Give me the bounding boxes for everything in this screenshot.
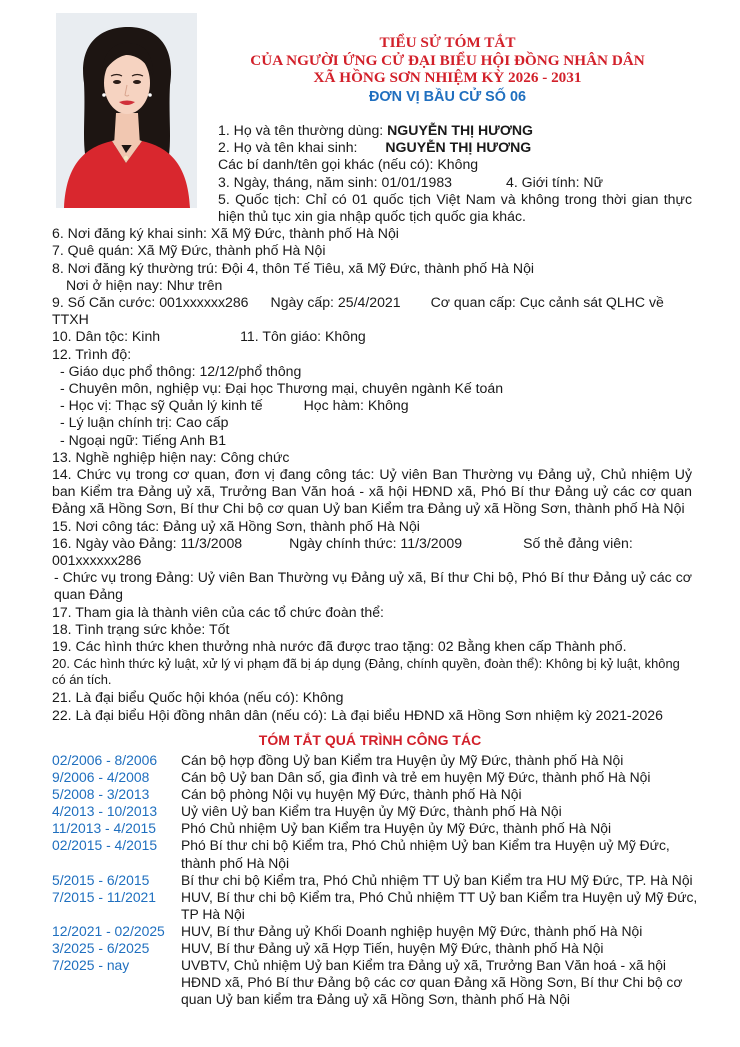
field-party-join: 16. Ngày vào Đảng: 11/3/2008 xyxy=(52,534,243,551)
work-history-item xyxy=(52,803,702,820)
work-history-list xyxy=(52,752,702,1008)
work-history-description: Cán bộ phòng Nội vụ huyện Mỹ Đức, thành phố Hà Nội xyxy=(181,786,522,803)
field-party-card-number: 001xxxxxx286 xyxy=(52,552,142,569)
field-permanent-residence: 8. Nơi đăng ký thường trú: Đội 4, thôn Tế Tiêu, xã Mỹ Đức, thành phố Hà Nội xyxy=(52,259,535,276)
work-history-description: HUV, Bí thư chi bộ Kiểm tra, Phó Chủ nhiệm TT Uỷ ban Kiểm tra Huyện uỷ Mỹ Đức, TP Hà Nội xyxy=(181,888,698,922)
field-nationality: 5. Quốc tịch: Chỉ có 01 quốc tịch Việt Nam và không trong thời gian thực hiện thủ tục xin gia nhập quốc tịch quốc gia khác. xyxy=(218,190,692,225)
document-header xyxy=(200,34,695,107)
field-current-residence: Nơi ở hiện nay: Như trên xyxy=(66,276,223,293)
field-id-card: 9. Số Căn cước: 001xxxxxx286 Ngày cấp: 25/4/2021 Cơ quan cấp: Cục cảnh sát QLHC về TTXH xyxy=(52,294,664,328)
work-history-item xyxy=(52,923,702,940)
work-history-item xyxy=(52,957,702,1008)
work-history-period: 02/2006 - 8/2006 xyxy=(52,752,158,768)
work-history-item xyxy=(52,889,702,923)
field-alias: Các bí danh/tên gọi khác (nếu có): Không xyxy=(218,156,479,173)
field-workplace: 15. Nơi công tác: Đảng uỷ xã Hồng Sơn, thành phố Hà Nội xyxy=(52,517,420,534)
work-history-item xyxy=(52,769,702,786)
work-history-description: Cán bộ hợp đồng Uỷ ban Kiểm tra Huyện ủy Mỹ Đức, thành phố Hà Nội xyxy=(181,752,624,768)
field-party-card: Số thẻ đảng viên: xyxy=(523,534,633,551)
work-history-item xyxy=(52,786,702,803)
work-history-item xyxy=(52,940,702,957)
timeline-title: TÓM TẮT QUÁ TRÌNH CÔNG TÁC xyxy=(258,732,482,748)
work-history-description: HUV, Bí thư Đảng uỷ Khối Doanh nghiệp huyện Mỹ Đức, thành phố Hà Nội xyxy=(181,922,643,939)
birth-name-value: NGUYỄN THỊ HƯƠNG xyxy=(385,139,532,156)
field-political-theory: - Lý luận chính trị: Cao cấp xyxy=(60,414,229,431)
field-degree: - Học vị: Thạc sỹ Quản lý kinh tế Học hàm: Không xyxy=(60,397,409,414)
document-subtitle: CỦA NGƯỜI ỨNG CỬ ĐẠI BIỂU HỘI ĐỒNG NHÂN DÂN xyxy=(250,51,645,69)
work-history-period: 7/2025 - nay xyxy=(52,957,130,974)
field-discipline: 20. Các hình thức kỷ luật, xử lý vi phạm đã bị áp dụng (Đảng, chính quyền, đoàn thể): Không bị kỷ luật, không có án tích. xyxy=(52,656,680,688)
work-history-period: 02/2015 - 4/2015 xyxy=(52,837,158,854)
work-history-period: 12/2021 - 02/2025 xyxy=(52,922,165,939)
field-party-official: Ngày chính thức: 11/3/2009 xyxy=(289,534,463,551)
field-dob-gender xyxy=(52,174,692,191)
work-history-description: UVBTV, Chủ nhiệm Uỷ ban Kiểm tra Đảng uỷ xã, Trưởng Ban Văn hoá - xã hội HĐND xã, Phó Bí thư Đảng bộ các cơ quan Đảng xã Hồng Sơn, Bí thư Chi bộ cơ quan Uỷ ban kiểm tra Đảng uỷ xã Hồng Sơn, thành phố Hà Nội xyxy=(181,957,683,1008)
field-hometown: 7. Quê quán: Xã Mỹ Đức, thành phố Hà Nội xyxy=(52,242,326,259)
field-health: 18. Tình trạng sức khỏe: Tốt xyxy=(52,620,230,637)
field-party-position: - Chức vụ trong Đảng: Uỷ viên Ban Thường vụ Đảng uỷ xã, Bí thư Chi bộ, Phó Bí thư Đảng uỷ các cơ quan Đảng xyxy=(54,569,692,603)
work-history-period: 4/2013 - 10/2013 xyxy=(52,803,158,820)
work-history-period: 7/2015 - 11/2021 xyxy=(52,888,157,905)
field-foreign-language: - Ngoại ngữ: Tiếng Anh B1 xyxy=(60,431,227,448)
biography-fields xyxy=(52,122,692,724)
field-national-assembly: 21. Là đại biểu Quốc hội khóa (nếu có): Không xyxy=(52,689,344,706)
document-term: XÃ HỒNG SƠN NHIỆM KỲ 2026 - 2031 xyxy=(313,69,582,86)
work-history-description: Uỷ viên Uỷ ban Kiểm tra Huyện ủy Mỹ Đức, thành phố Hà Nội xyxy=(181,803,562,820)
field-birth-registration: 6. Nơi đăng ký khai sinh: Xã Mỹ Đức, thành phố Hà Nội xyxy=(52,225,399,242)
work-history-period: 9/2006 - 4/2008 xyxy=(52,769,150,786)
field-dob: 3. Ngày, tháng, năm sinh: 01/01/1983 xyxy=(218,173,453,190)
field-party-dates xyxy=(52,535,692,552)
field-major: - Chuyên môn, nghiệp vụ: Đại học Thương mại, chuyên ngành Kế toán xyxy=(60,380,504,397)
work-history-item xyxy=(52,837,702,871)
work-history-period: 5/2015 - 6/2015 xyxy=(52,871,150,888)
work-history-period: 3/2025 - 6/2025 xyxy=(52,940,150,957)
work-history-description: Phó Chủ nhiệm Uỷ ban Kiểm tra Huyện ủy Mỹ Đức, thành phố Hà Nội xyxy=(181,820,612,837)
field-gender: 4. Giới tính: Nữ xyxy=(506,173,604,190)
field-general-education: - Giáo dục phổ thông: 12/12/phổ thông xyxy=(60,362,302,379)
field-ethnicity-religion xyxy=(52,328,692,345)
document-title: TIỂU SỬ TÓM TẮT xyxy=(379,34,516,51)
work-history-description: HUV, Bí thư Đảng uỷ xã Hợp Tiến, huyện Mỹ Đức, thành phố Hà Nội xyxy=(181,940,604,957)
field-ethnicity: 10. Dân tộc: Kinh xyxy=(52,328,161,345)
work-history-period: 11/2013 - 4/2015 xyxy=(52,820,157,837)
field-organizations: 17. Tham gia là thành viên của các tổ chức đoàn thể: xyxy=(52,603,384,620)
work-history-item xyxy=(52,752,702,769)
work-history-description: Cán bộ Uỷ ban Dân số, gia đình và trẻ em huyện Mỹ Đức, thành phố Hà Nội xyxy=(181,769,651,786)
work-history-description: Phó Bí thư chi bộ Kiểm tra, Phó Chủ nhiệm Uỷ ban Kiểm tra Huyện uỷ Mỹ Đức, thành phố Hà Nội xyxy=(181,837,670,871)
work-history-item xyxy=(52,872,702,889)
field-religion: 11. Tôn giáo: Không xyxy=(240,328,366,345)
field-birth-name: 2. Họ và tên khai sinh: NGUYỄN THỊ HƯƠNG xyxy=(218,139,532,156)
field-council-member: 22. Là đại biểu Hội đồng nhân dân (nếu có): Là đại biểu HĐND xã Hồng Sơn nhiệm kỳ 2021-2026 xyxy=(52,706,663,723)
electoral-unit: ĐƠN VỊ BẦU CỬ SỐ 06 xyxy=(369,88,526,105)
field-occupation: 13. Nghề nghiệp hiện nay: Công chức xyxy=(52,448,290,465)
field-id-issuer: Cơ quan cấp: Cục cảnh sát QLHC về TTXH xyxy=(52,294,664,328)
work-history-period: 5/2008 - 3/2013 xyxy=(52,786,150,803)
field-education: 12. Trình độ: xyxy=(52,345,132,362)
work-history-item xyxy=(52,820,702,837)
work-history-description: Bí thư chi bộ Kiểm tra, Phó Chủ nhiệm TT Uỷ ban Kiểm tra HU Mỹ Đức, TP. Hà Nội xyxy=(181,871,693,888)
field-academic-title: Học hàm: Không xyxy=(303,397,409,414)
candidate-name: NGUYỄN THỊ HƯƠNG xyxy=(387,122,533,138)
field-common-name: 1. Họ và tên thường dùng: NGUYỄN THỊ HƯƠNG xyxy=(218,122,533,138)
field-awards: 19. Các hình thức khen thưởng nhà nước đã được trao tặng: 02 Bằng khen cấp Thành phố. xyxy=(52,638,627,655)
field-position: 14. Chức vụ trong cơ quan, đơn vị đang công tác: Uỷ viên Ban Thường vụ Đảng uỷ, Chủ nhiệm Uỷ ban Kiểm tra Đảng uỷ xã, Trưởng Ban Văn hoá - xã hội HĐND xã, Phó Bí thư Đảng uỷ các cơ quan Đảng xã Hồng Sơn, Bí thư Chi bộ cơ quan Uỷ ban Kiểm tra Đảng uỷ xã Hồng Sơn, thành phố Hà Nội xyxy=(52,466,692,517)
